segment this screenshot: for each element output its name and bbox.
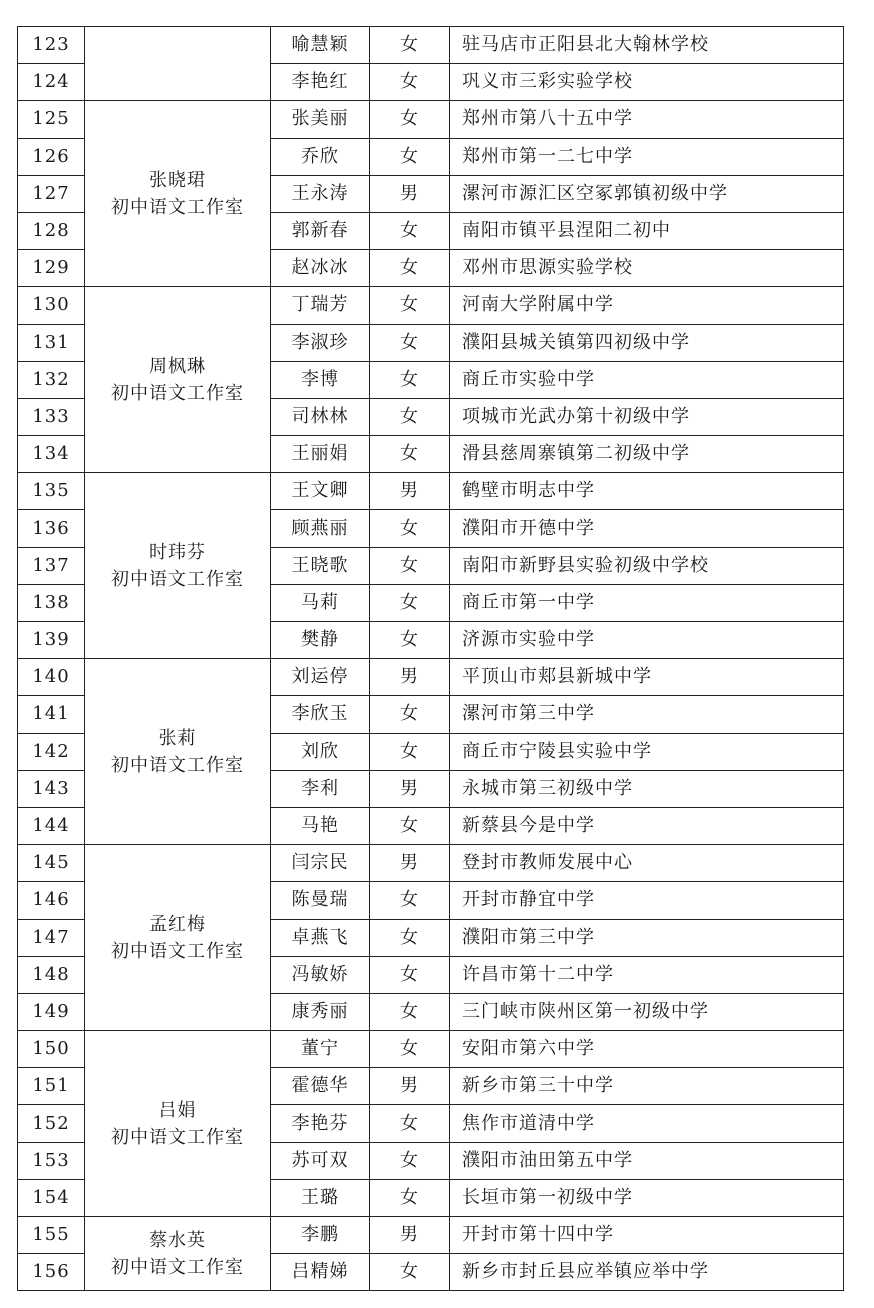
member-name: 卓燕飞 <box>271 919 370 956</box>
table-row <box>18 659 844 696</box>
studio-leader: 孟红梅 <box>149 913 206 935</box>
studio-cell <box>85 659 271 845</box>
member-school: 漯河市源汇区空冢郭镇初级中学 <box>450 175 844 212</box>
row-number: 128 <box>18 212 85 249</box>
row-number: 134 <box>18 436 85 473</box>
member-school: 商丘市第一中学 <box>450 584 844 621</box>
member-name: 乔欣 <box>271 138 370 175</box>
member-name: 李鹏 <box>271 1217 370 1254</box>
member-gender: 女 <box>370 510 450 547</box>
member-gender: 男 <box>370 473 450 510</box>
member-school: 南阳市镇平县涅阳二初中 <box>450 212 844 249</box>
table-row <box>18 27 844 64</box>
row-number: 152 <box>18 1105 85 1142</box>
member-name: 马艳 <box>271 807 370 844</box>
row-number: 129 <box>18 250 85 287</box>
member-name: 刘运停 <box>271 659 370 696</box>
studio-cell <box>85 287 271 473</box>
member-school: 郑州市第一二七中学 <box>450 138 844 175</box>
member-table-body <box>18 27 844 1291</box>
member-name: 赵冰冰 <box>271 250 370 287</box>
studio-cell <box>85 473 271 659</box>
member-name: 苏可双 <box>271 1142 370 1179</box>
row-number: 156 <box>18 1254 85 1291</box>
member-name: 李博 <box>271 361 370 398</box>
row-number: 150 <box>18 1031 85 1068</box>
member-school: 新乡市封丘县应举镇应举中学 <box>450 1254 844 1291</box>
member-name: 王晓歌 <box>271 547 370 584</box>
table-row <box>18 101 844 138</box>
row-number: 126 <box>18 138 85 175</box>
row-number: 140 <box>18 659 85 696</box>
member-school: 焦作市道清中学 <box>450 1105 844 1142</box>
studio-type: 初中语文工作室 <box>111 1256 244 1278</box>
member-school: 漯河市第三中学 <box>450 696 844 733</box>
member-gender: 女 <box>370 993 450 1030</box>
member-name: 喻慧颖 <box>271 27 370 64</box>
row-number: 130 <box>18 287 85 324</box>
member-school: 开封市第十四中学 <box>450 1217 844 1254</box>
studio-type: 初中语文工作室 <box>111 382 244 404</box>
member-gender: 男 <box>370 1068 450 1105</box>
member-gender: 女 <box>370 64 450 101</box>
member-school: 邓州市思源实验学校 <box>450 250 844 287</box>
member-school: 新蔡县今是中学 <box>450 807 844 844</box>
studio-leader: 张晓珺 <box>149 169 206 191</box>
member-name: 李艳红 <box>271 64 370 101</box>
row-number: 141 <box>18 696 85 733</box>
member-gender: 男 <box>370 845 450 882</box>
studio-cell <box>85 101 271 287</box>
member-gender: 女 <box>370 807 450 844</box>
member-name: 刘欣 <box>271 733 370 770</box>
studio-leader: 周枫琳 <box>149 355 206 377</box>
studio-leader: 吕娟 <box>158 1099 197 1121</box>
member-school: 三门峡市陕州区第一初级中学 <box>450 993 844 1030</box>
member-school: 项城市光武办第十初级中学 <box>450 398 844 435</box>
member-name: 闫宗民 <box>271 845 370 882</box>
member-school: 商丘市宁陵县实验中学 <box>450 733 844 770</box>
member-name: 霍德华 <box>271 1068 370 1105</box>
member-name: 张美丽 <box>271 101 370 138</box>
member-name: 马莉 <box>271 584 370 621</box>
row-number: 138 <box>18 584 85 621</box>
member-table <box>17 26 844 1291</box>
member-gender: 男 <box>370 1217 450 1254</box>
member-school: 河南大学附属中学 <box>450 287 844 324</box>
row-number: 147 <box>18 919 85 956</box>
member-gender: 女 <box>370 1142 450 1179</box>
member-gender: 女 <box>370 436 450 473</box>
member-gender: 女 <box>370 1031 450 1068</box>
member-name: 董宁 <box>271 1031 370 1068</box>
member-gender: 女 <box>370 101 450 138</box>
member-name: 王文卿 <box>271 473 370 510</box>
member-school: 许昌市第十二中学 <box>450 956 844 993</box>
studio-type: 初中语文工作室 <box>111 940 244 962</box>
table-row <box>18 473 844 510</box>
member-gender: 女 <box>370 27 450 64</box>
member-school: 登封市教师发展中心 <box>450 845 844 882</box>
studio-cell <box>85 845 271 1031</box>
studio-leader: 时玮芬 <box>149 541 206 563</box>
member-name: 丁瑞芳 <box>271 287 370 324</box>
member-school: 濮阳市开德中学 <box>450 510 844 547</box>
member-school: 新乡市第三十中学 <box>450 1068 844 1105</box>
row-number: 133 <box>18 398 85 435</box>
member-school: 长垣市第一初级中学 <box>450 1179 844 1216</box>
member-school: 鹤壁市明志中学 <box>450 473 844 510</box>
member-name: 李欣玉 <box>271 696 370 733</box>
member-name: 李艳芬 <box>271 1105 370 1142</box>
member-gender: 男 <box>370 659 450 696</box>
member-gender: 女 <box>370 1179 450 1216</box>
member-gender: 女 <box>370 361 450 398</box>
row-number: 123 <box>18 27 85 64</box>
member-gender: 女 <box>370 882 450 919</box>
table-row <box>18 287 844 324</box>
member-gender: 男 <box>370 770 450 807</box>
row-number: 139 <box>18 622 85 659</box>
member-school: 郑州市第八十五中学 <box>450 101 844 138</box>
row-number: 135 <box>18 473 85 510</box>
row-number: 149 <box>18 993 85 1030</box>
member-gender: 女 <box>370 250 450 287</box>
row-number: 155 <box>18 1217 85 1254</box>
row-number: 146 <box>18 882 85 919</box>
member-name: 王璐 <box>271 1179 370 1216</box>
member-name: 康秀丽 <box>271 993 370 1030</box>
row-number: 131 <box>18 324 85 361</box>
member-name: 樊静 <box>271 622 370 659</box>
row-number: 143 <box>18 770 85 807</box>
member-school: 南阳市新野县实验初级中学校 <box>450 547 844 584</box>
row-number: 145 <box>18 845 85 882</box>
member-school: 济源市实验中学 <box>450 622 844 659</box>
row-number: 132 <box>18 361 85 398</box>
row-number: 127 <box>18 175 85 212</box>
studio-type: 初中语文工作室 <box>111 754 244 776</box>
member-gender: 女 <box>370 919 450 956</box>
member-school: 濮阳市油田第五中学 <box>450 1142 844 1179</box>
member-gender: 女 <box>370 398 450 435</box>
member-name: 司林林 <box>271 398 370 435</box>
row-number: 124 <box>18 64 85 101</box>
table-row <box>18 1217 844 1254</box>
studio-type: 初中语文工作室 <box>111 568 244 590</box>
member-school: 濮阳市第三中学 <box>450 919 844 956</box>
member-school: 巩义市三彩实验学校 <box>450 64 844 101</box>
member-gender: 女 <box>370 584 450 621</box>
row-number: 154 <box>18 1179 85 1216</box>
member-school: 平顶山市郏县新城中学 <box>450 659 844 696</box>
member-school: 商丘市实验中学 <box>450 361 844 398</box>
member-gender: 女 <box>370 622 450 659</box>
member-school: 濮阳县城关镇第四初级中学 <box>450 324 844 361</box>
studio-cell <box>85 1217 271 1291</box>
member-gender: 女 <box>370 547 450 584</box>
studio-leader: 张莉 <box>158 727 197 749</box>
studio-type: 初中语文工作室 <box>111 196 244 218</box>
member-gender: 女 <box>370 1105 450 1142</box>
member-name: 王永涛 <box>271 175 370 212</box>
studio-cell <box>85 27 271 101</box>
studio-cell <box>85 1031 271 1217</box>
member-gender: 女 <box>370 733 450 770</box>
studio-type: 初中语文工作室 <box>111 1126 244 1148</box>
table-row <box>18 1031 844 1068</box>
member-school: 永城市第三初级中学 <box>450 770 844 807</box>
member-gender: 男 <box>370 175 450 212</box>
member-name: 郭新春 <box>271 212 370 249</box>
row-number: 144 <box>18 807 85 844</box>
member-name: 李淑珍 <box>271 324 370 361</box>
studio-leader: 蔡水英 <box>149 1229 206 1251</box>
row-number: 142 <box>18 733 85 770</box>
member-gender: 女 <box>370 696 450 733</box>
member-school: 开封市静宜中学 <box>450 882 844 919</box>
member-school: 安阳市第六中学 <box>450 1031 844 1068</box>
row-number: 136 <box>18 510 85 547</box>
row-number: 137 <box>18 547 85 584</box>
member-gender: 女 <box>370 1254 450 1291</box>
member-school: 滑县慈周寨镇第二初级中学 <box>450 436 844 473</box>
row-number: 151 <box>18 1068 85 1105</box>
member-gender: 女 <box>370 212 450 249</box>
member-gender: 女 <box>370 138 450 175</box>
member-school: 驻马店市正阳县北大翰林学校 <box>450 27 844 64</box>
member-gender: 女 <box>370 287 450 324</box>
member-name: 王丽娟 <box>271 436 370 473</box>
member-name: 冯敏娇 <box>271 956 370 993</box>
row-number: 148 <box>18 956 85 993</box>
row-number: 153 <box>18 1142 85 1179</box>
member-name: 李利 <box>271 770 370 807</box>
member-gender: 女 <box>370 956 450 993</box>
member-name: 吕精娣 <box>271 1254 370 1291</box>
table-row <box>18 845 844 882</box>
member-gender: 女 <box>370 324 450 361</box>
row-number: 125 <box>18 101 85 138</box>
member-name: 顾燕丽 <box>271 510 370 547</box>
member-name: 陈曼瑞 <box>271 882 370 919</box>
